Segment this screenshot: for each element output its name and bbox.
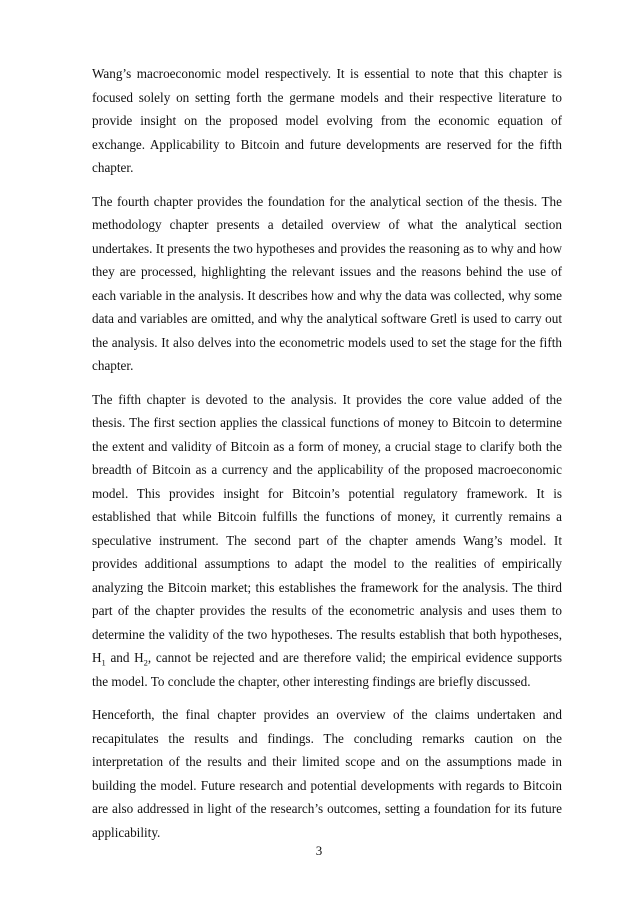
paragraph-1: Wang’s macroeconomic model respectively. It is essential to note that this chapter is focused solely on setting forth the germane models and their respective literature to provide insight on the proposed model evolving from the economic equation of exchange. Applicability to Bitcoin and future developments are reserved for the fifth chapter. — [92, 66, 562, 175]
paragraph-3-text: The fifth chapter is devoted to the analysis. It provides the core value added of the thesis. The first section applies the classical functions of money to Bitcoin to determine the extent and validity of Bitcoin as a form of money, a crucial stage to clarify both the breadth of Bitcoin as a currency and the applicability of the proposed macroeconomic model. This provides insight for Bitcoin’s potential regulatory framework. It is established that while Bitcoin fulfills the functions of money, it currently remains a speculative instrument. The second part of the chapter amends Wang’s model. It provides additional assumptions to adapt the model to the realities of empirically analyzing the Bitcoin market; this establishes the framework for the analysis. The third part of the chapter provides the results of the econometric analysis and uses them to determine the validity of the two hypotheses. The results establish that both hypotheses, — [92, 391, 562, 642]
paragraph-4: Henceforth, the final chapter provides an overview of the claims undertaken and recapitulates the results and findings. The concluding remarks caution on the interpretation of the results and their limited scope and on the assumptions made in building the model. Future research and potential developments with regards to Bitcoin are also addressed in light of the research’s outcomes, setting a foundation for its future applicability. — [92, 707, 562, 840]
hypothesis-and: and — [105, 650, 135, 665]
page-number: 3 — [315, 843, 323, 858]
hypothesis-h2-subscript: 2 — [143, 657, 148, 668]
hypothesis-h1 — [92, 650, 106, 668]
hypothesis-h1-letter: H — [92, 650, 102, 665]
hypothesis-h2 — [134, 650, 148, 668]
paragraph-3 — [92, 388, 562, 694]
hypothesis-h2-letter: H — [134, 650, 144, 665]
hypothesis-h1-subscript: 1 — [101, 657, 106, 668]
paragraph-3-continuation: , cannot be rejected and are therefore valid; the empirical evidence supports the model. To conclude the chapter, other interesting findings are briefly discussed. — [92, 650, 562, 689]
paragraph-2: The fourth chapter provides the foundation for the analytical section of the thesis. The methodology chapter presents a detailed overview of what the analytical section undertakes. It presents the two hypotheses and provides the reasoning as to why and how they are processed, highlighting the relevant issues and the reasons behind the use of each variable in the analysis. It describes how and why the data was collected, why some data and variables are omitted, and why the analytical software Gretl is used to carry out the analysis. It also delves into the econometric models used to set the stage for the fifth chapter. — [92, 193, 562, 373]
document-body — [92, 62, 562, 854]
